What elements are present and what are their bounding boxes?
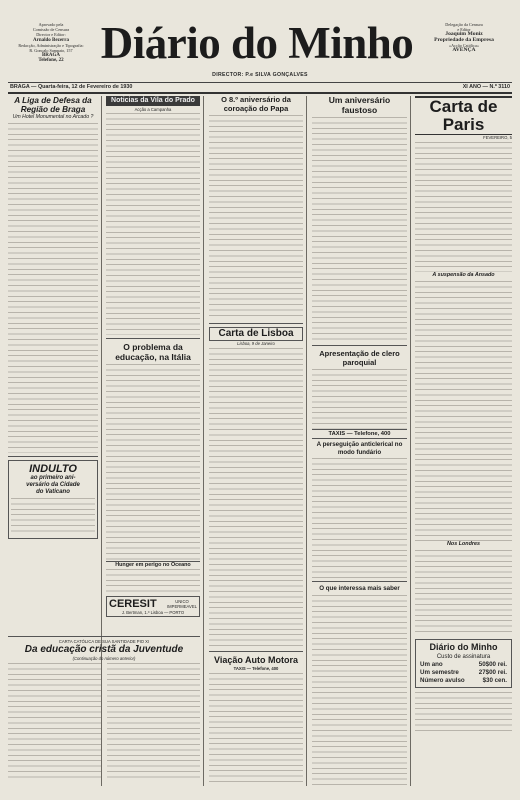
column-rule — [410, 96, 411, 786]
price-label: Um semestre — [420, 669, 459, 676]
headline-suspensao: A suspensão da Ansado — [432, 272, 495, 278]
article-text-londres — [415, 550, 512, 635]
column-rule — [306, 96, 307, 786]
masthead-right-info — [416, 22, 512, 53]
ceresit-row — [109, 598, 197, 610]
subscription-box — [415, 639, 512, 688]
address-label: Redacção, Administração e Tipografia: — [18, 42, 84, 48]
ceresit-ad — [106, 596, 200, 617]
owner-name: Arnaldo Bezerra — [33, 37, 69, 43]
divider — [209, 323, 303, 324]
director-line: DIRECTOR: P.e SILVA GONÇALVES — [212, 72, 308, 78]
hunger-text — [106, 569, 200, 593]
article-text-interessa — [312, 595, 407, 786]
article-text-lisboa — [209, 348, 303, 648]
taxis-banner: TAXIS — Telefone, 400 — [312, 429, 407, 439]
headline-londres: Nos Londres — [447, 541, 480, 547]
column-5 — [415, 96, 512, 786]
spacer — [256, 336, 304, 337]
indulto-sub-2: versário da Cidade — [26, 482, 80, 488]
paris-date: FEVEREIRO, 5 — [483, 135, 512, 140]
divider — [312, 345, 407, 346]
headline-apresentacao: Apresentação de clero paroquial — [319, 349, 400, 367]
column-3 — [209, 96, 303, 786]
column-4 — [312, 96, 407, 786]
proprietor-name: Propriedade da Empresa — [434, 36, 494, 43]
article-text-paris — [415, 142, 512, 272]
headline-vila-prado: Noticias da Vila do Prado — [106, 96, 200, 106]
censorship-line: Comissão de Censura — [32, 27, 70, 33]
viacao-taxis: TAXIS — Telefone, 400 — [233, 666, 279, 671]
masthead-left-info — [8, 22, 94, 64]
headline-carta-lisboa: Carta de Lisboa — [209, 327, 303, 341]
headline-educacao-italia: O problema da educação, na Itália — [115, 342, 191, 362]
address-city: BRAGA — [41, 53, 61, 59]
owner-label: Director e Editor: — [36, 32, 66, 38]
ceresit-address: J. Bertman, 1.º Lisboa — PORTO — [121, 610, 185, 615]
vila-prado-sub: Acção a Campanha — [134, 107, 172, 112]
article-text-aniversario — [312, 117, 407, 342]
headline-aniversario: Um aniversário faustoso — [328, 96, 391, 115]
divider — [312, 581, 407, 582]
subscription-title: Diário do Minho — [429, 642, 498, 652]
company-name: «Acção Católica» — [449, 42, 479, 48]
column-2 — [106, 96, 200, 631]
right-label-1: Delegação da Censura — [445, 22, 483, 27]
headline-juventude: Da educação cristã da Juventude — [24, 644, 184, 655]
avenca-label: AVENÇA — [452, 47, 476, 54]
headline-coroacao: O 8.º aniversário da coroação do Papa — [221, 96, 291, 113]
ceresit-brand: CERESIT — [109, 598, 157, 610]
headline-perseguicao: A perseguição anticlerical no modo fundário — [316, 441, 403, 456]
ceresit-tagline: UNICO IMPERMEAVEL — [167, 599, 197, 609]
article-text-vila-prado — [106, 113, 200, 335]
price-row-single — [416, 677, 511, 685]
price-label: Número avulso — [420, 677, 465, 684]
issue-number: XI ANO — N.º 3110 — [462, 84, 510, 90]
headline-hunger: Hunger em perigo no Oceano — [106, 561, 200, 569]
article-text-perseguicao — [312, 458, 407, 578]
divider — [106, 338, 200, 339]
price-row-semester — [416, 669, 511, 677]
price-row-year — [416, 661, 511, 669]
subscription-sub: Custo de assinatura — [436, 654, 491, 660]
headline-carta-paris: Carta de Paris — [415, 96, 512, 135]
continuation-note: (Continuação do número anterior) — [72, 656, 136, 661]
price-value: 50$00 rei. — [478, 661, 507, 668]
dateline-bar — [8, 82, 512, 94]
column-rule — [203, 96, 204, 786]
juventude-section — [8, 636, 200, 786]
indulto-text — [11, 498, 95, 536]
article-text-suspensao — [415, 281, 512, 541]
carta-lisboa-date: Lisboa, 9 de Janeiro — [237, 341, 275, 346]
phone-number: Telefone, 22 — [38, 58, 64, 64]
article-text-viacao — [209, 673, 303, 783]
subheadline-hotel: Um Hotel Monumental no Arcado ? — [12, 114, 94, 120]
price-value: $30 cen. — [482, 677, 507, 684]
price-value: 27$00 rei. — [478, 669, 507, 676]
indulto-sub-3: do Vaticano — [36, 489, 70, 495]
date-text: BRAGA — Quarta-feira, 12 de Fevereiro de 1930 — [10, 84, 133, 90]
approval-line: Aprovado pela — [38, 22, 64, 27]
indulto-sub-1: ao primeiro ani- — [30, 475, 76, 481]
newspaper-title: Diário do Minho — [100, 18, 414, 68]
divider — [8, 456, 98, 457]
article-text-apresentacao — [312, 369, 407, 429]
article-text-bottom — [415, 692, 512, 732]
indulto-box — [8, 460, 98, 539]
divider — [209, 651, 303, 652]
price-label: Um ano — [420, 661, 443, 668]
address-street: R. Gonçalo Sampaio, 157 — [29, 48, 73, 54]
juventude-text-a — [8, 663, 101, 781]
indulto-title: INDULTO — [29, 463, 77, 475]
headline-viacao: Viação Auto Motora — [213, 655, 298, 665]
article-text-italia — [106, 364, 200, 562]
headline-interessa: O que interessa mais saber — [319, 585, 400, 592]
article-text-coroacao — [209, 115, 303, 320]
editor-name: Joaquim Moniz — [445, 31, 483, 38]
juventude-columns — [8, 663, 200, 781]
article-text-liga — [8, 123, 98, 453]
headline-liga: A Liga de Defesa da Região de Braga — [14, 96, 92, 114]
juventude-text-b — [107, 663, 200, 781]
caption-carta: CARTA CATÓLICA DE SUA SANTIDADE PIO XI — [8, 636, 200, 644]
col2-boxes — [106, 561, 200, 631]
right-label-2: e Editor — [457, 27, 471, 33]
